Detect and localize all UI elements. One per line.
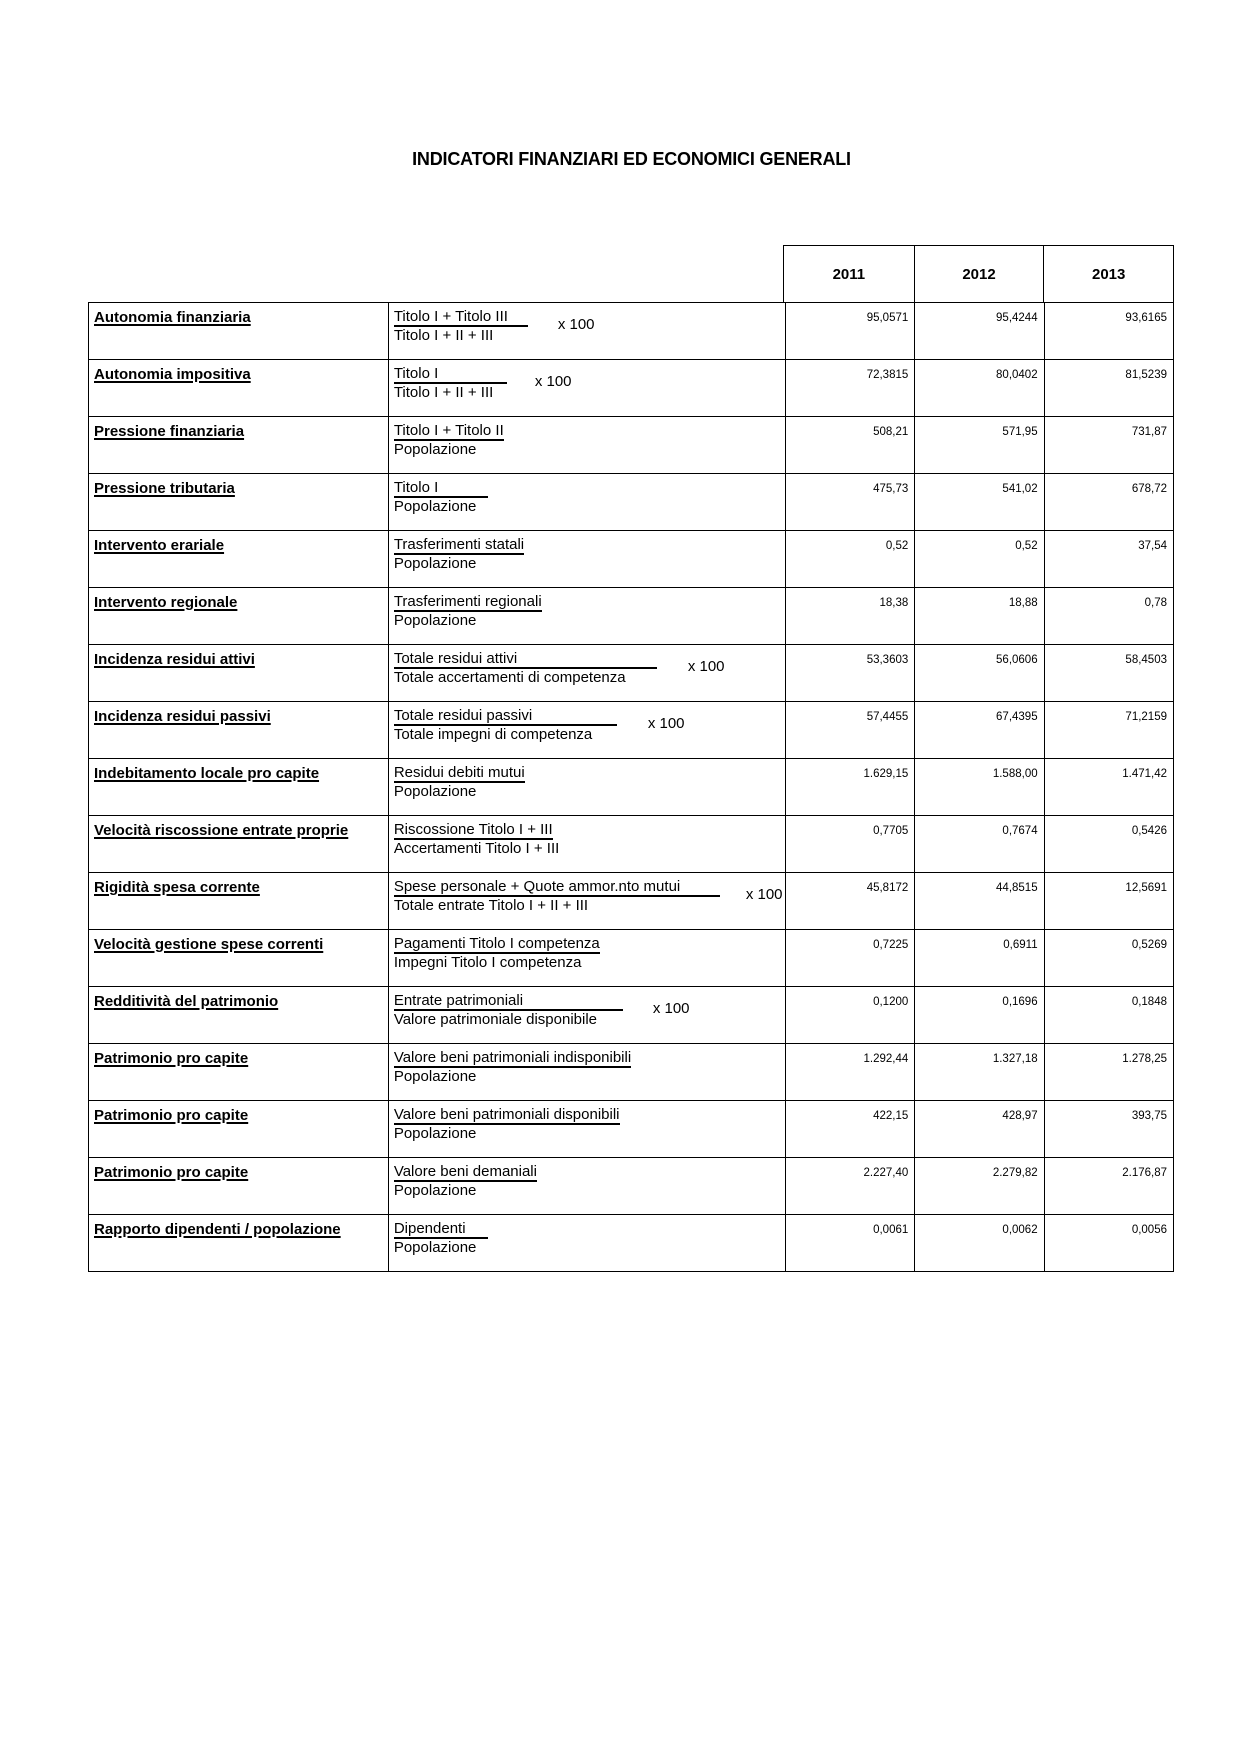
formula-cell (388, 1044, 785, 1101)
indicator-label: Patrimonio pro capite (94, 1050, 249, 1067)
formula-numerator: Valore beni patrimoniali indisponibili (393, 1049, 632, 1066)
indicator-label: Rapporto dipendenti / popolazione (94, 1221, 341, 1238)
table-row (89, 759, 1174, 816)
indicator-cell (89, 417, 389, 474)
indicator-cell (89, 816, 389, 873)
indicator-label: Incidenza residui passivi (94, 708, 271, 725)
formula-cell (388, 645, 785, 702)
formula-denominator: Accertamenti Titolo I + III (393, 840, 560, 857)
value-2011: 0,1200 (785, 987, 914, 1044)
value-2013: 58,4503 (1044, 645, 1173, 702)
value-2011: 422,15 (785, 1101, 914, 1158)
formula-denominator: Popolazione (393, 441, 477, 458)
value-2012: 1.588,00 (915, 759, 1044, 816)
formula-cell (388, 1158, 785, 1215)
formula-cell (388, 930, 785, 987)
formula-numerator: Residui debiti mutui (393, 764, 525, 781)
indicator-cell (89, 759, 389, 816)
multiplier-label: x 100 (647, 715, 685, 732)
value-2013: 0,5269 (1044, 930, 1173, 987)
formula-cell (388, 474, 785, 531)
table-row (89, 873, 1174, 930)
value-2012: 541,02 (915, 474, 1044, 531)
indicator-label: Indebitamento locale pro capite (94, 765, 320, 782)
table-row (89, 987, 1174, 1044)
table-row (89, 645, 1174, 702)
value-2012: 2.279,82 (915, 1158, 1044, 1215)
table-row (89, 816, 1174, 873)
value-2012: 0,1696 (915, 987, 1044, 1044)
formula-denominator: Popolazione (393, 783, 477, 800)
indicator-label: Incidenza residui attivi (94, 651, 255, 668)
table-row (89, 702, 1174, 759)
multiplier-label: x 100 (557, 316, 595, 333)
table-row (89, 1215, 1174, 1272)
value-2013: 678,72 (1044, 474, 1173, 531)
value-2013: 1.471,42 (1044, 759, 1173, 816)
table-row (89, 531, 1174, 588)
formula-cell (388, 873, 785, 930)
value-2011: 18,38 (785, 588, 914, 645)
indicator-label: Intervento erariale (94, 537, 225, 554)
indicator-label: Rigidità spesa corrente (94, 879, 260, 896)
indicator-cell (89, 930, 389, 987)
indicator-label: Intervento regionale (94, 594, 238, 611)
value-2011: 0,7225 (785, 930, 914, 987)
indicator-cell (89, 360, 389, 417)
indicator-cell (89, 873, 389, 930)
formula-cell (388, 1101, 785, 1158)
indicator-cell (89, 702, 389, 759)
formula-denominator: Totale impegni di competenza (393, 726, 593, 743)
value-2012: 0,52 (915, 531, 1044, 588)
value-2012: 80,0402 (915, 360, 1044, 417)
formula-denominator: Totale accertamenti di competenza (393, 669, 626, 686)
formula-numerator: Titolo I + Titolo II (393, 422, 504, 439)
value-2013: 71,2159 (1044, 702, 1173, 759)
table-row (89, 417, 1174, 474)
year-header-2012: 2012 (914, 246, 1044, 302)
table-row (89, 303, 1174, 360)
formula-denominator: Totale entrate Titolo I + II + III (393, 897, 589, 914)
formula-numerator: Totale residui attivi (394, 651, 657, 669)
formula-numerator: Trasferimenti statali (393, 536, 525, 553)
indicator-cell (89, 1158, 389, 1215)
indicator-label: Autonomia finanziaria (94, 309, 251, 326)
formula-cell (388, 303, 785, 360)
indicator-cell (89, 987, 389, 1044)
value-2011: 57,4455 (785, 702, 914, 759)
value-2013: 37,54 (1044, 531, 1173, 588)
value-2013: 731,87 (1044, 417, 1173, 474)
formula-denominator: Popolazione (393, 1068, 477, 1085)
formula-numerator: Valore beni patrimoniali disponibili (393, 1106, 620, 1123)
indicator-label: Velocità gestione spese correnti (94, 936, 324, 953)
year-header-2011: 2011 (832, 266, 866, 283)
formula-denominator: Popolazione (393, 555, 477, 572)
value-2011: 72,3815 (785, 360, 914, 417)
formula-cell (388, 759, 785, 816)
value-2012: 1.327,18 (915, 1044, 1044, 1101)
table-row (89, 1044, 1174, 1101)
value-2013: 1.278,25 (1044, 1044, 1173, 1101)
indicator-label: Pressione tributaria (94, 480, 235, 497)
indicator-cell (89, 1215, 389, 1272)
value-2013: 393,75 (1044, 1101, 1173, 1158)
indicators-table (88, 302, 1174, 1272)
indicator-label: Pressione finanziaria (94, 423, 245, 440)
indicator-cell (89, 588, 389, 645)
formula-denominator: Popolazione (393, 612, 477, 629)
value-2012: 0,0062 (915, 1215, 1044, 1272)
page-title: INDICATORI FINANZIARI ED ECONOMICI GENERALI (412, 149, 851, 169)
formula-numerator: Titolo I (394, 480, 488, 498)
formula-denominator: Titolo I + II + III (393, 384, 494, 401)
value-2012: 67,4395 (915, 702, 1044, 759)
multiplier-label: x 100 (745, 886, 783, 903)
indicator-cell (89, 1101, 389, 1158)
formula-denominator: Popolazione (393, 498, 477, 515)
formula-cell (388, 360, 785, 417)
indicator-cell (89, 474, 389, 531)
formula-cell (388, 588, 785, 645)
value-2012: 18,88 (915, 588, 1044, 645)
multiplier-label: x 100 (652, 1000, 690, 1017)
table-row (89, 930, 1174, 987)
formula-numerator: Titolo I + Titolo III (394, 309, 528, 327)
formula-numerator: Dipendenti (394, 1221, 488, 1239)
indicator-label: Autonomia impositiva (94, 366, 251, 383)
value-2012: 0,6911 (915, 930, 1044, 987)
value-2013: 2.176,87 (1044, 1158, 1173, 1215)
value-2012: 95,4244 (915, 303, 1044, 360)
year-header (783, 245, 1174, 302)
value-2013: 0,0056 (1044, 1215, 1173, 1272)
formula-numerator: Riscossione Titolo I + III (393, 821, 553, 838)
value-2012: 56,0606 (915, 645, 1044, 702)
multiplier-label: x 100 (687, 658, 725, 675)
formula-denominator: Titolo I + II + III (393, 327, 494, 344)
value-2013: 0,78 (1044, 588, 1173, 645)
value-2011: 508,21 (785, 417, 914, 474)
formula-cell (388, 417, 785, 474)
formula-denominator: Valore patrimoniale disponibile (393, 1011, 598, 1028)
indicator-cell (89, 303, 389, 360)
table-row (89, 1158, 1174, 1215)
formula-cell (388, 1215, 785, 1272)
value-2011: 2.227,40 (785, 1158, 914, 1215)
indicator-cell (89, 1044, 389, 1101)
table-row (89, 360, 1174, 417)
formula-numerator: Valore beni demaniali (393, 1163, 537, 1180)
value-2013: 0,5426 (1044, 816, 1173, 873)
formula-denominator: Popolazione (393, 1182, 477, 1199)
value-2011: 0,52 (785, 531, 914, 588)
value-2011: 0,7705 (785, 816, 914, 873)
indicator-cell (89, 531, 389, 588)
table-row (89, 1101, 1174, 1158)
indicator-label: Redditività del patrimonio (94, 993, 279, 1010)
formula-denominator: Impegni Titolo I competenza (393, 954, 582, 971)
value-2011: 475,73 (785, 474, 914, 531)
table-row (89, 588, 1174, 645)
formula-denominator: Popolazione (393, 1125, 477, 1142)
formula-cell (388, 702, 785, 759)
table-row (89, 474, 1174, 531)
value-2012: 428,97 (915, 1101, 1044, 1158)
value-2013: 0,1848 (1044, 987, 1173, 1044)
value-2011: 1.292,44 (785, 1044, 914, 1101)
value-2012: 571,95 (915, 417, 1044, 474)
value-2013: 12,5691 (1044, 873, 1173, 930)
value-2013: 93,6165 (1044, 303, 1173, 360)
formula-numerator: Spese personale + Quote ammor.nto mutui (394, 879, 720, 897)
value-2011: 1.629,15 (785, 759, 914, 816)
indicator-cell (89, 645, 389, 702)
formula-numerator: Trasferimenti regionali (393, 593, 542, 610)
formula-numerator: Titolo I (394, 366, 507, 384)
indicator-label: Patrimonio pro capite (94, 1164, 249, 1181)
value-2012: 0,7674 (915, 816, 1044, 873)
formula-numerator: Entrate patrimoniali (394, 993, 623, 1011)
value-2011: 0,0061 (785, 1215, 914, 1272)
value-2011: 45,8172 (785, 873, 914, 930)
formula-cell (388, 816, 785, 873)
value-2012: 44,8515 (915, 873, 1044, 930)
value-2011: 95,0571 (785, 303, 914, 360)
formula-numerator: Pagamenti Titolo I competenza (393, 935, 600, 952)
formula-cell (388, 987, 785, 1044)
indicator-label: Velocità riscossione entrate proprie (94, 822, 349, 839)
multiplier-label: x 100 (534, 373, 572, 390)
year-header-2013: 2013 (1043, 246, 1173, 302)
formula-numerator: Totale residui passivi (394, 708, 617, 726)
value-2011: 53,3603 (785, 645, 914, 702)
formula-denominator: Popolazione (393, 1239, 477, 1256)
value-2013: 81,5239 (1044, 360, 1173, 417)
formula-cell (388, 531, 785, 588)
indicator-label: Patrimonio pro capite (94, 1107, 249, 1124)
